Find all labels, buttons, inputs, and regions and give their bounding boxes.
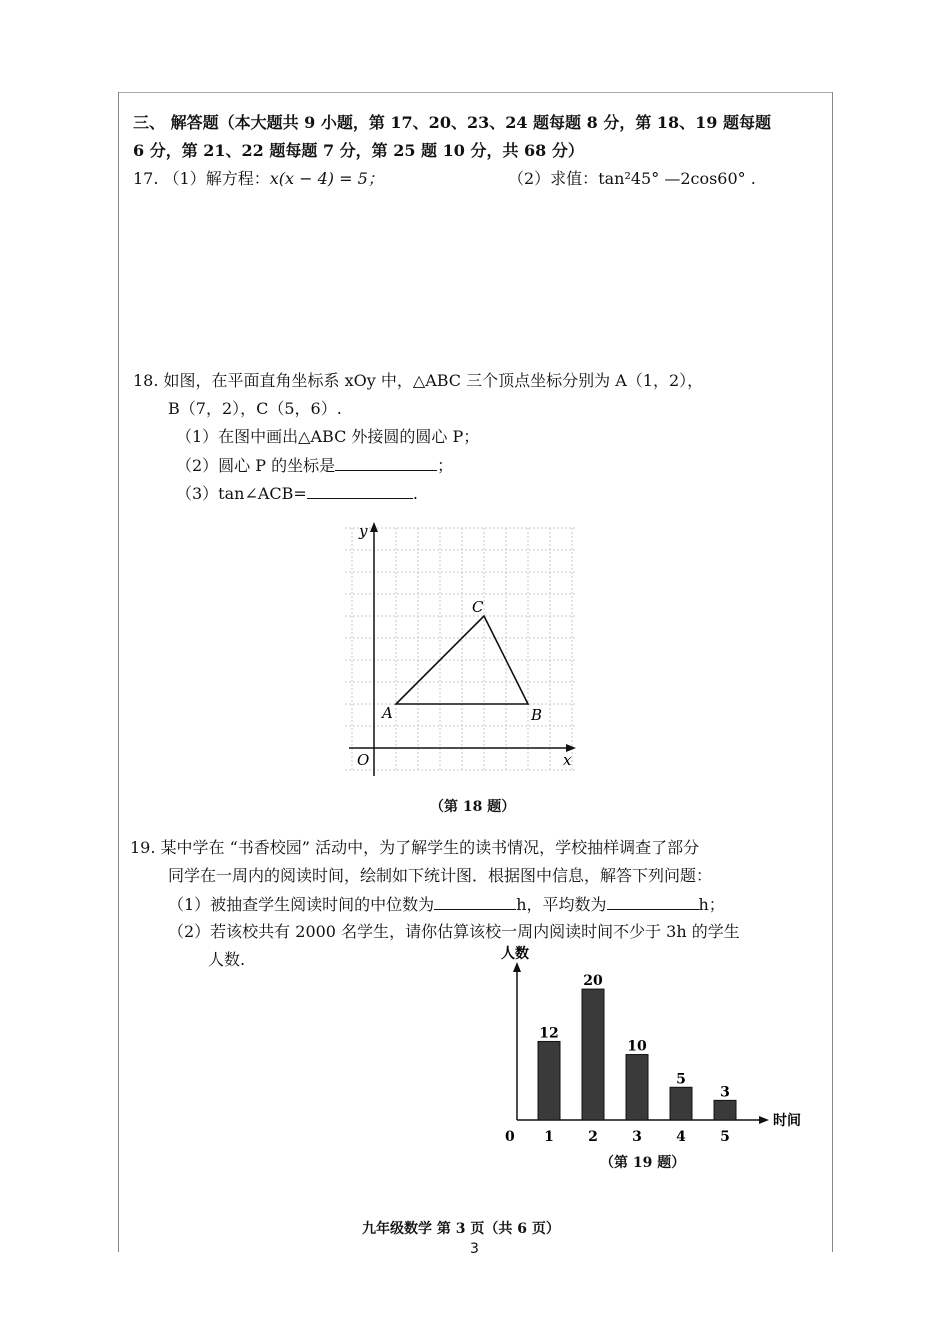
q18-sub3-suffix: .	[412, 484, 418, 503]
chart-x-label: 时间	[773, 1113, 801, 1129]
chart-y-label: 人数	[501, 946, 529, 962]
q19-mean-blank[interactable]	[607, 893, 699, 910]
q17-part2	[508, 168, 756, 190]
vertex-a-label: A	[382, 704, 393, 722]
q18-line2: B（7，2），C（5，6）.	[168, 399, 342, 418]
chart-bars	[538, 973, 736, 1120]
q17-part2-expression: tan²45° —2cos60° .	[598, 169, 756, 188]
q17-part2-label: （2）求值：	[508, 169, 599, 188]
vertex-b-label: B	[531, 706, 543, 724]
chart-origin-label: 0	[505, 1129, 515, 1145]
bar-4	[670, 1087, 692, 1120]
chart-y-axis-arrow	[513, 962, 521, 972]
q18-sub2-prefix: （2）圆心 P 的坐标是	[176, 456, 336, 475]
q18-sub1: （1）在图中画出△ABC 外接圆的圆心 P；	[176, 427, 480, 446]
origin-label: O	[357, 751, 370, 769]
q19-median-blank[interactable]	[434, 893, 516, 910]
vertex-c-label: C	[472, 598, 484, 616]
y-axis-label: y	[359, 522, 368, 540]
page-frame-left	[118, 92, 119, 1252]
q18-figure-caption: （第 18 题）	[430, 799, 516, 815]
q19-sub1-suffix: h；	[698, 895, 725, 914]
q18-line1: 18. 如图，在平面直角坐标系 xOy 中，△ABC 三个顶点坐标分别为 A（1，2），	[133, 371, 704, 390]
q19-bar-chart	[495, 940, 815, 1150]
grid-lines	[345, 528, 577, 770]
section-heading-line1: 三、 解答题（本大题共 9 小题，第 17、20、23、24 题每题 8 分，第 18、19 题每题	[133, 113, 771, 132]
q19-sub1	[168, 893, 725, 916]
x-tick-label-3: 3	[632, 1129, 642, 1145]
q19-sub1-mid: h，平均数为	[516, 895, 607, 914]
page-frame-right	[832, 92, 833, 1252]
q19-sub1-prefix: （1）被抽查学生阅读时间的中位数为	[168, 895, 435, 914]
bar-value-label-4: 5	[676, 1071, 686, 1088]
q17-number: 17.	[133, 169, 159, 188]
q18-sub2-answer-blank[interactable]	[335, 454, 437, 471]
x-tick-label-5: 5	[720, 1129, 730, 1145]
q18-sub3	[176, 482, 418, 505]
y-axis-arrow	[370, 522, 378, 532]
chart-x-axis-arrow	[759, 1116, 769, 1124]
x-axis-label: x	[563, 751, 572, 769]
bar-2	[582, 989, 604, 1120]
q18-sub3-prefix: （3）tan∠ACB=	[176, 484, 307, 503]
q19-line2: 同学在一周内的阅读时间，绘制如下统计图．根据图中信息，解答下列问题：	[168, 866, 713, 885]
q17-part1-label: （1）解方程：	[163, 169, 270, 188]
footer-page-info: 九年级数学 第 3 页（共 6 页）	[362, 1221, 560, 1237]
q19-sub2-line2: 人数.	[208, 950, 246, 969]
x-tick-label-4: 4	[676, 1129, 686, 1145]
q19-line1: 19. 某中学在 “书香校园” 活动中，为了解学生的读书情况，学校抽样调查了部分	[130, 838, 700, 857]
q18-sub2-suffix: ；	[437, 456, 454, 475]
section-heading-line2: 6 分，第 21、22 题每题 7 分，第 25 题 10 分，共 68 分）	[133, 141, 584, 160]
q18-coordinate-figure	[345, 518, 585, 780]
footer-page-number: 3	[470, 1241, 479, 1257]
x-tick-label-2: 2	[588, 1129, 598, 1145]
q18-sub3-answer-blank[interactable]	[307, 482, 413, 499]
q17-part1-equation: x(x − 4) = 5；	[269, 169, 384, 188]
x-tick-label-1: 1	[544, 1129, 554, 1145]
bar-1	[538, 1041, 560, 1120]
q19-sub2-line1: （2）若该校共有 2000 名学生，请你估算该校一周内阅读时间不少于 3h 的学生	[168, 922, 740, 941]
bar-value-label-2: 20	[583, 973, 603, 990]
bar-3	[626, 1055, 648, 1120]
q18-sub2	[176, 454, 453, 477]
q17-part1	[133, 168, 384, 190]
bar-5	[714, 1100, 736, 1120]
bar-value-label-1: 12	[539, 1025, 559, 1042]
page-frame-top	[118, 92, 833, 93]
q19-chart-caption: （第 19 题）	[600, 1155, 686, 1171]
bar-value-label-5: 3	[720, 1084, 730, 1101]
bar-value-label-3: 10	[627, 1038, 647, 1055]
